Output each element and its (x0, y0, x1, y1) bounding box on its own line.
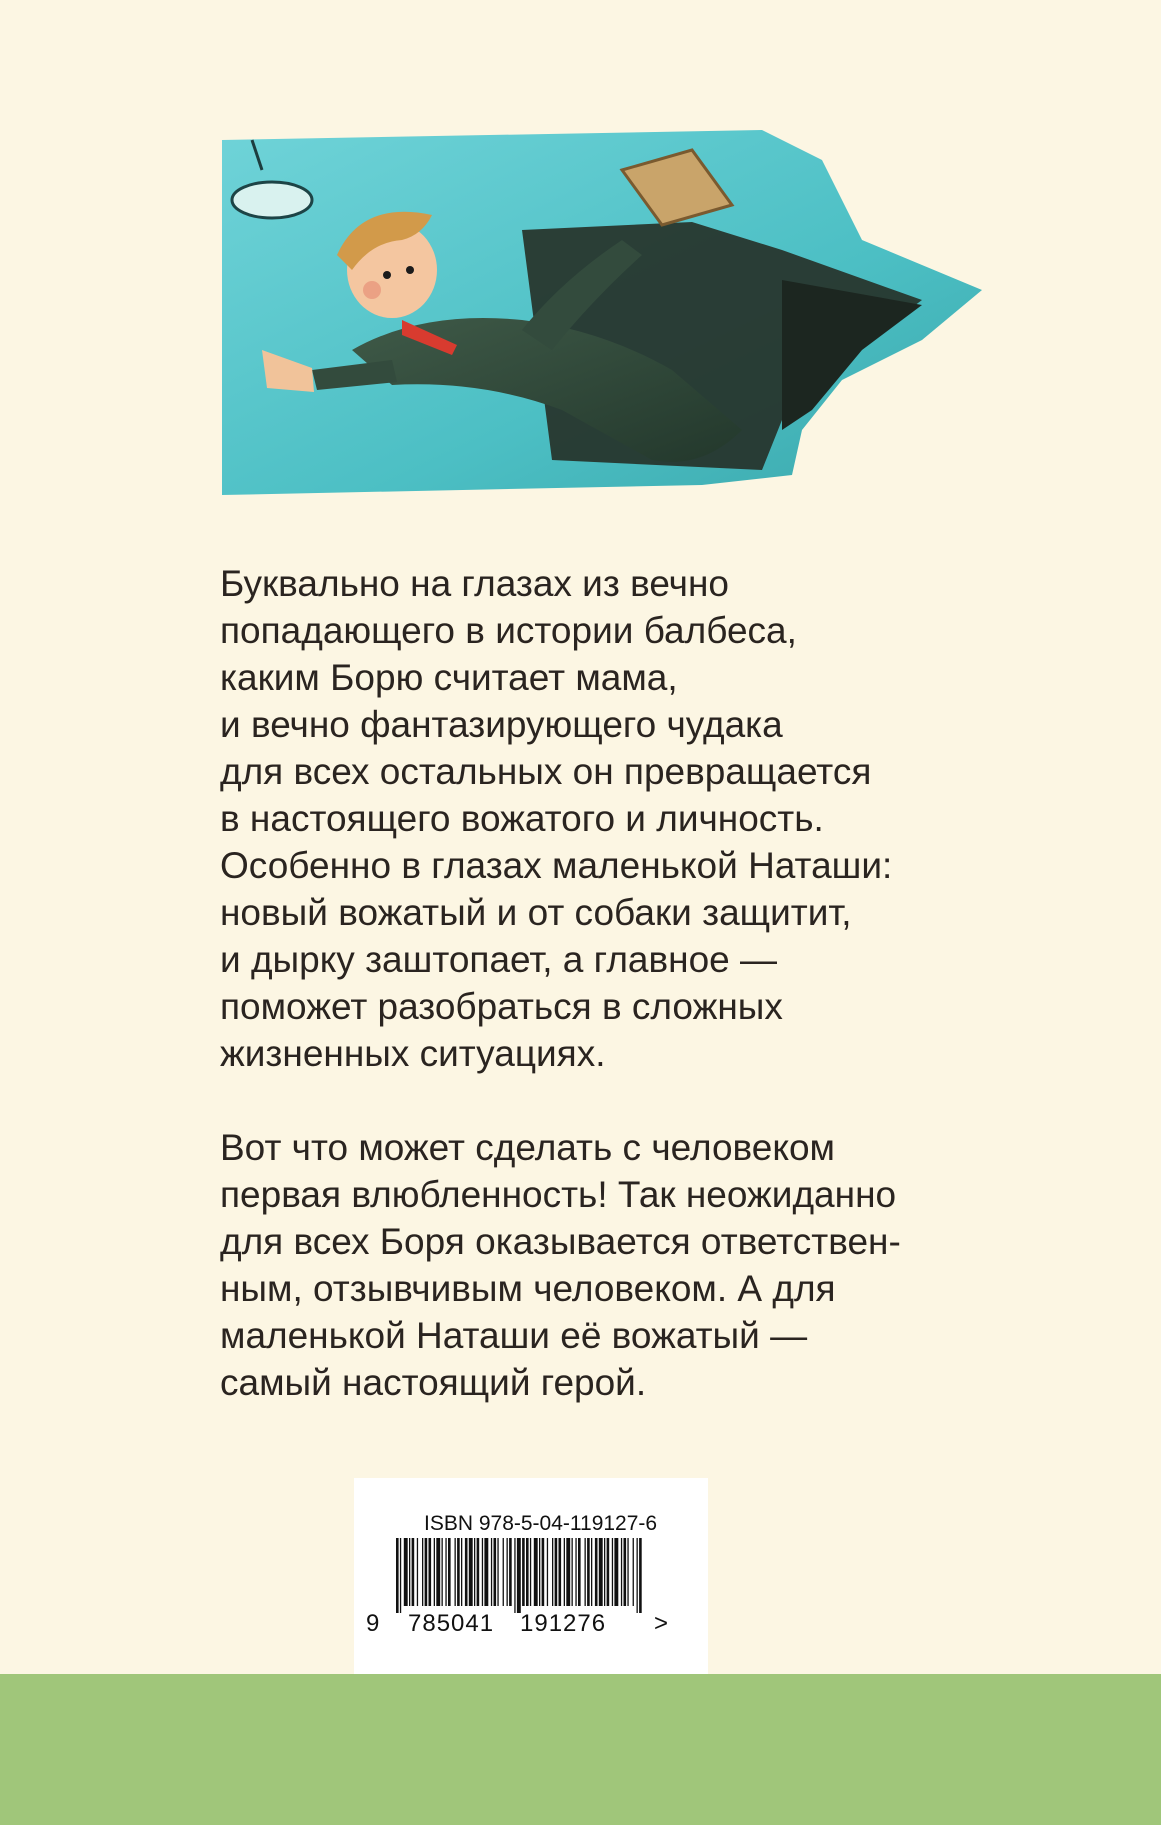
barcode-bar (566, 1538, 570, 1606)
barcode-bar (429, 1538, 432, 1606)
description-line: жизненных ситуациях. (220, 1033, 606, 1074)
barcode-bar (445, 1538, 446, 1606)
barcode-bar (404, 1538, 408, 1606)
barcode-bar (552, 1538, 553, 1606)
barcode-bar (522, 1538, 525, 1606)
barcode-bar (621, 1538, 622, 1606)
barcode-bar (604, 1538, 605, 1606)
description-paragraph-1 (220, 560, 980, 1077)
barcode-bar (614, 1538, 618, 1606)
barcode-bar (491, 1538, 492, 1606)
barcode-bar (396, 1538, 399, 1613)
isbn-barcode-box (354, 1478, 708, 1674)
barcode-bar (530, 1538, 531, 1606)
description-line: Особенно в глазах маленькой Наташи: (220, 845, 893, 886)
barcode-digits-left: 785041 (408, 1610, 495, 1637)
barcode-bar (639, 1538, 642, 1613)
description-line: ным, отзывчивым человеком. А для (220, 1268, 836, 1309)
barcode-bar (534, 1538, 538, 1606)
barcode-digits-right: 191276 (520, 1610, 607, 1637)
barcode-bar (559, 1538, 562, 1606)
description-line: для всех остальных он превращается (220, 751, 872, 792)
barcode-bar (539, 1538, 540, 1606)
description-line: новый вожатый и от собаки защитит, (220, 892, 852, 933)
barcode-bar (469, 1538, 473, 1606)
description-line: поможет разобраться в сложных (220, 986, 783, 1027)
barcode-bar (564, 1538, 565, 1606)
barcode-bar (599, 1538, 603, 1606)
description-line: первая влюбленность! Так неожиданно (220, 1174, 897, 1215)
barcode-bar (474, 1538, 475, 1606)
barcode-bar (542, 1538, 545, 1606)
description-line: и дырку заштопает, а главное — (220, 939, 778, 980)
description-line: Вот что может сделать с человеком (220, 1127, 835, 1168)
barcode-bar (503, 1538, 504, 1606)
barcode-bar (572, 1538, 573, 1606)
barcode-bar (509, 1538, 512, 1606)
barcode-bar (434, 1538, 435, 1606)
barcode-bar (555, 1538, 558, 1606)
barcode-bar (526, 1538, 529, 1606)
barcode-bar (578, 1538, 581, 1606)
barcode-bar (587, 1538, 590, 1606)
barcode-bar (455, 1538, 456, 1606)
description-line: Буквально на глазах из вечно (220, 563, 729, 604)
bottom-color-band (0, 1674, 1161, 1825)
barcode-bar (507, 1538, 508, 1606)
barcode-bar (612, 1538, 613, 1606)
barcode-bar (400, 1538, 401, 1613)
description-line: самый настоящий герой. (220, 1362, 647, 1403)
barcode-bar (585, 1538, 586, 1606)
barcode-bar (436, 1538, 440, 1606)
barcode-bar (627, 1538, 628, 1606)
description-line: маленькой Наташи её вожатый — (220, 1315, 808, 1356)
book-description (220, 560, 980, 1406)
description-line: попадающего в истории балбеса, (220, 610, 797, 651)
description-paragraph-2 (220, 1124, 980, 1406)
barcode-bar (637, 1538, 638, 1613)
barcode-bar (494, 1538, 497, 1606)
barcode-bar (417, 1538, 418, 1606)
barcode-bar (422, 1538, 423, 1606)
barcode-bar (409, 1538, 410, 1606)
barcode-bar (412, 1538, 415, 1606)
barcode-bar (465, 1538, 468, 1606)
boy-flying-with-briefcase-illustration (222, 130, 1002, 500)
barcode-bars (394, 1538, 644, 1613)
barcode-bar (517, 1538, 521, 1613)
barcode-bar (482, 1538, 483, 1606)
description-line: каким Борю считает мама, (220, 657, 678, 698)
barcode-arrow: > (654, 1610, 669, 1637)
isbn-number: ISBN 978-5-04-119127-6 (424, 1512, 658, 1535)
barcode-bar (624, 1538, 627, 1606)
barcode-bar (425, 1538, 428, 1606)
description-line: в настоящего вожатого и личность. (220, 798, 824, 839)
description-line: для всех Боря оказывается ответствен- (220, 1221, 901, 1262)
barcode-bar (595, 1538, 598, 1606)
description-line: и вечно фантазирующего чудака (220, 704, 783, 745)
barcode-bar (461, 1538, 462, 1606)
barcode-bar (575, 1538, 576, 1606)
barcode-bar (547, 1538, 548, 1606)
barcode-bar (497, 1538, 498, 1606)
barcode-bar (477, 1538, 480, 1606)
barcode-digit-first: 9 (366, 1610, 380, 1637)
barcode-bar (457, 1538, 460, 1606)
barcode-bar (607, 1538, 610, 1606)
barcode-bar (442, 1538, 443, 1606)
barcode-bar (514, 1538, 515, 1613)
barcode-bar (633, 1538, 634, 1606)
barcode-bar (448, 1538, 451, 1606)
barcode-bar (484, 1538, 488, 1606)
cover-illustration (222, 130, 1002, 500)
barcode-bar (591, 1538, 592, 1606)
